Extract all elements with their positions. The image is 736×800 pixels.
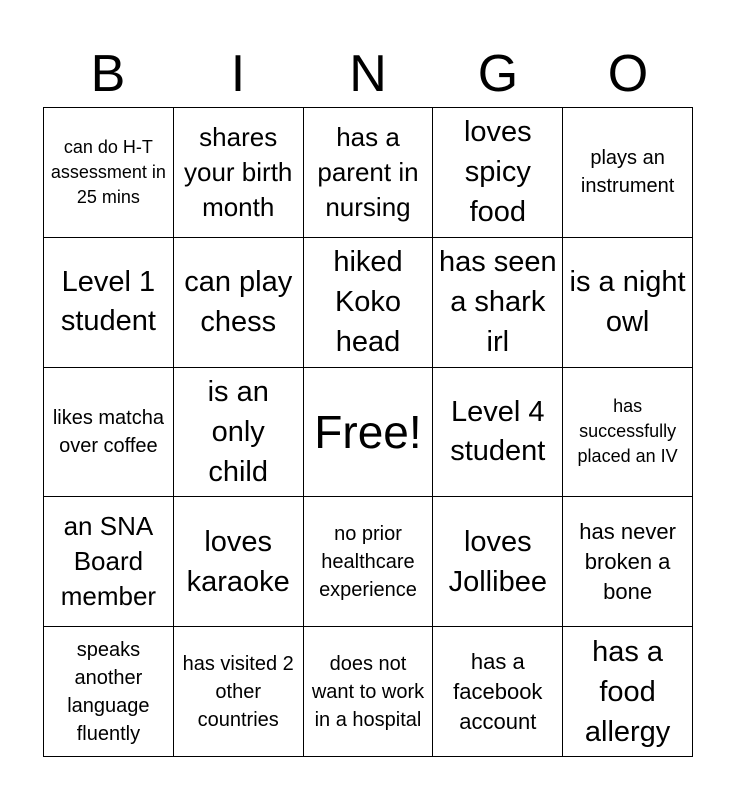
bingo-cell[interactable] xyxy=(433,497,563,627)
cell-label: no prior healthcare experience xyxy=(319,522,417,601)
header-letter-i: I xyxy=(230,45,246,103)
header-letter-o: O xyxy=(607,45,649,103)
cell-label: loves spicy food xyxy=(463,116,532,229)
bingo-cell[interactable] xyxy=(44,108,174,238)
cell-label: Level 4 student xyxy=(450,395,546,467)
bingo-cell[interactable] xyxy=(174,108,304,238)
cell-label: an SNA Board member xyxy=(60,511,157,612)
header-letter-n: N xyxy=(349,45,387,103)
bingo-cell[interactable] xyxy=(174,497,304,627)
cell-label: hiked Koko head xyxy=(333,246,403,359)
bingo-cell[interactable] xyxy=(563,497,693,627)
header-letter-g: G xyxy=(477,45,519,103)
cell-label: likes matcha over coffee xyxy=(52,406,164,457)
bingo-header xyxy=(43,40,693,108)
cell-label: loves karaoke xyxy=(186,525,290,598)
cell-label: shares your birth month xyxy=(184,121,293,222)
cell-label: has a facebook account xyxy=(453,648,543,734)
bingo-cell[interactable] xyxy=(174,627,304,757)
bingo-cell[interactable] xyxy=(44,368,174,498)
bingo-cell[interactable] xyxy=(433,627,563,757)
cell-label: has seen a shark irl xyxy=(438,246,557,359)
bingo-cell[interactable] xyxy=(563,368,693,498)
cell-label: speaks another language fluently xyxy=(67,638,150,745)
bingo-cell[interactable] xyxy=(44,238,174,368)
cell-label: does not want to work in a hospital xyxy=(311,652,425,731)
bingo-cell[interactable] xyxy=(174,238,304,368)
cell-label: plays an instrument xyxy=(580,147,675,198)
bingo-cell[interactable] xyxy=(563,238,693,368)
bingo-cell[interactable] xyxy=(174,368,304,498)
bingo-cell[interactable] xyxy=(433,108,563,238)
cell-label: has successfully placed an IV xyxy=(577,396,678,467)
bingo-cell[interactable] xyxy=(563,627,693,757)
bingo-card xyxy=(43,107,693,757)
cell-label: loves Jollibee xyxy=(448,525,547,598)
bingo-cell[interactable] xyxy=(304,497,434,627)
cell-label: has a food allergy xyxy=(584,635,671,748)
free-space-label: Free! xyxy=(314,405,422,458)
bingo-cell[interactable] xyxy=(563,108,693,238)
cell-label: has never broken a bone xyxy=(579,518,676,604)
bingo-cell[interactable] xyxy=(304,108,434,238)
cell-label: is an only child xyxy=(207,375,269,488)
cell-label: has visited 2 other countries xyxy=(182,652,294,731)
cell-label: can play chess xyxy=(184,266,293,339)
bingo-cell[interactable] xyxy=(304,238,434,368)
cell-label: can do H-T assessment in 25 mins xyxy=(50,136,166,207)
cell-label: Level 1 student xyxy=(60,266,156,338)
bingo-cell[interactable] xyxy=(433,238,563,368)
header-letter-b: B xyxy=(90,45,126,103)
bingo-cell[interactable] xyxy=(44,497,174,627)
bingo-cell[interactable] xyxy=(304,627,434,757)
cell-label: has a parent in nursing xyxy=(317,121,419,222)
bingo-cell[interactable] xyxy=(433,368,563,498)
cell-label: is a night owl xyxy=(569,266,686,339)
free-space-cell[interactable] xyxy=(304,368,434,498)
bingo-cell[interactable] xyxy=(44,627,174,757)
